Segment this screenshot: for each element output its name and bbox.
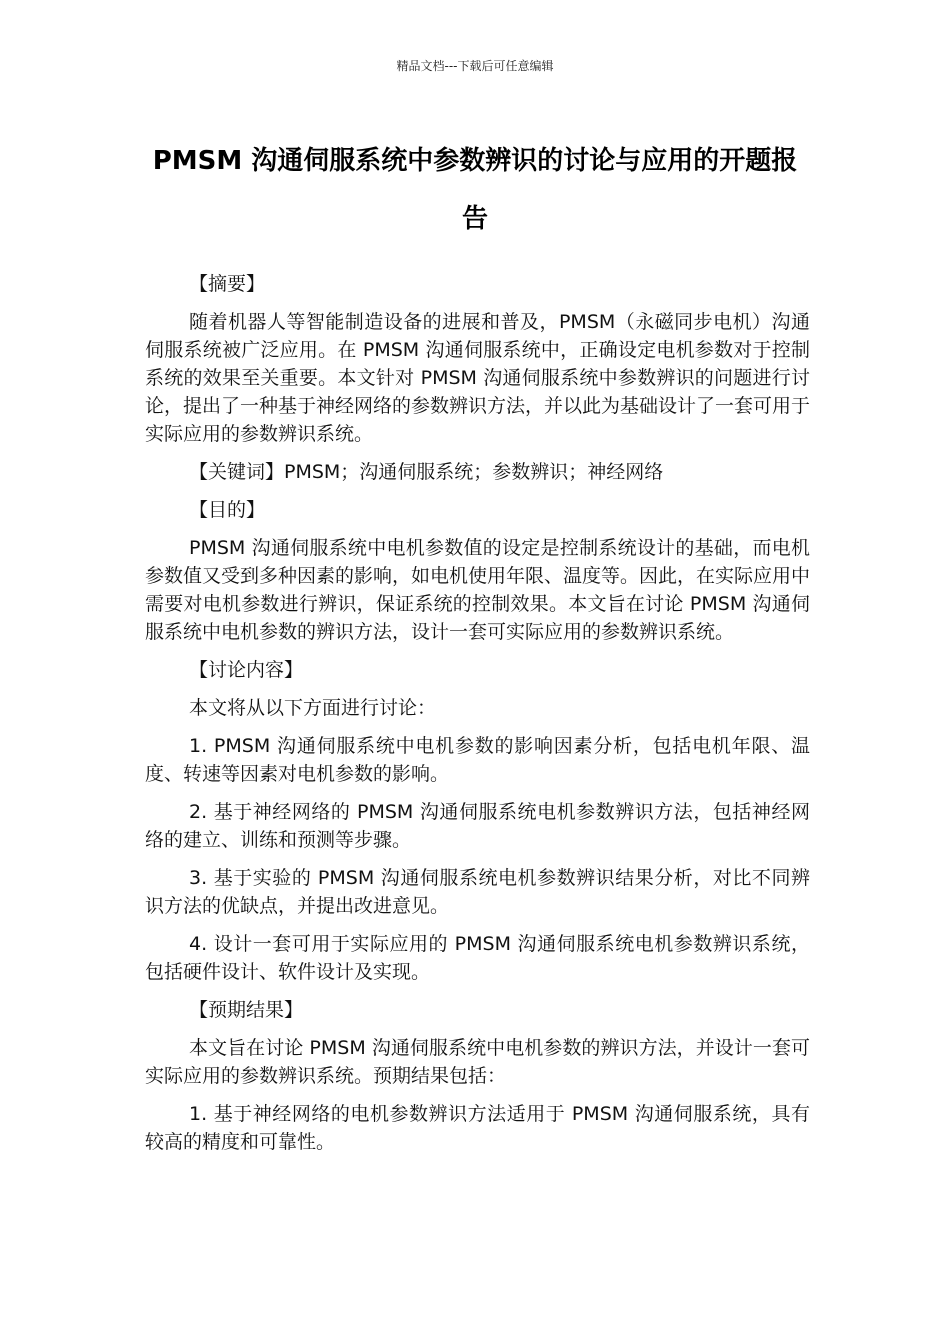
- content-item: 3. 基于实验的 PMSM 沟通伺服系统电机参数辨识结果分析，对比不同辨识方法的优缺点，并提出改进意见。: [145, 867, 810, 917]
- abstract-paragraph: 随着机器人等智能制造设备的进展和普及，PMSM（永磁同步电机）沟通伺服系统被广泛应用。在 PMSM 沟通伺服系统中，正确设定电机参数对于控制系统的效果至关重要。本文针对 PMSM 沟通伺服系统中参数辨识的问题进行讨论，提出了一种基于神经网络的参数辨识方法，并以此为基础设计了一套可用于实际应用的参数辨识系统。: [145, 311, 811, 445]
- content-item: 1. PMSM 沟通伺服系统中电机参数的影响因素分析，包括电机年限、温度、转速等因素对电机参数的影响。: [145, 735, 810, 785]
- document-title: PMSM 沟通伺服系统中参数辨识的讨论与应用的开题报告: [152, 146, 798, 234]
- document-body: [145, 270, 810, 1166]
- content-heading: 【讨论内容】: [189, 659, 304, 681]
- results-item: 1. 基于神经网络的电机参数辨识方法适用于 PMSM 沟通伺服系统，具有较高的精度和可靠性。: [145, 1103, 810, 1153]
- results-heading: 【预期结果】: [189, 999, 304, 1021]
- purpose-paragraph: PMSM 沟通伺服系统中电机参数值的设定是控制系统设计的基础，而电机参数值又受到多种因素的影响，如电机使用年限、温度等。因此，在实际应用中需要对电机参数进行辨识，保证系统的控制效果。本文旨在讨论 PMSM 沟通伺服系统中电机参数的辨识方法，设计一套可实际应用的参数辨识系统。: [145, 537, 811, 643]
- keywords-line: 【关键词】PMSM；沟通伺服系统；参数辨识；神经网络: [189, 461, 664, 483]
- content-intro: 本文将从以下方面进行讨论：: [189, 697, 437, 719]
- content-item: 4. 设计一套可用于实际应用的 PMSM 沟通伺服系统电机参数辨识系统，包括硬件设计、软件设计及实现。: [145, 933, 810, 983]
- header-note: 精品文档---下载后可任意编辑: [396, 59, 554, 73]
- purpose-heading: 【目的】: [189, 499, 266, 521]
- content-item: 2. 基于神经网络的 PMSM 沟通伺服系统电机参数辨识方法，包括神经网络的建立、训练和预测等步骤。: [145, 801, 810, 851]
- abstract-heading: 【摘要】: [189, 273, 266, 295]
- results-intro: 本文旨在讨论 PMSM 沟通伺服系统中电机参数的辨识方法，并设计一套可实际应用的参数辨识系统。预期结果包括：: [145, 1037, 810, 1087]
